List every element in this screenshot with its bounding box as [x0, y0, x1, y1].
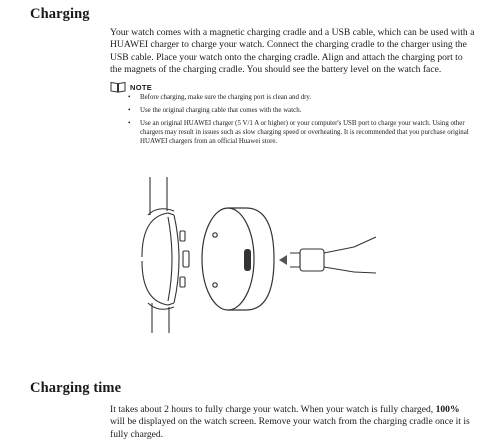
charging-time-heading: Charging time — [30, 380, 122, 396]
arrow-icon — [279, 255, 287, 265]
note-item: • Before charging, make sure the charging port is clean and dry. — [128, 93, 476, 102]
usb-cable — [290, 237, 376, 273]
note-header — [110, 80, 152, 94]
watch-drawing — [142, 177, 189, 333]
full-charge-percent: 100% — [435, 404, 460, 415]
note-title: NOTE — [130, 82, 153, 92]
note-item: • Use the original charging cable that comes with the watch. — [128, 106, 476, 115]
charging-paragraph: Your watch comes with a magnetic charging cradle and a USB cable, which can be used with a HUAWEI charger to charge your watch. Connect the charging cradle to the charger using the USB cable. Place your watch onto the charging cradle. Align and attach the charging port to the magnets of the charging cradle. You should see the battery level on the watch face. — [110, 27, 475, 76]
charging-time-paragraph — [110, 404, 476, 441]
charging-heading: Charging — [30, 6, 90, 22]
note-list — [128, 93, 476, 150]
book-icon — [110, 81, 126, 93]
charging-cradle — [202, 208, 274, 310]
charging-time-text-end: will be displayed on the watch screen. Remove your watch from the charging cradle once it is fully charged. — [110, 416, 470, 440]
charging-illustration — [140, 175, 380, 335]
charging-time-text: It takes about 2 hours to fully charge your watch. When your watch is fully charged, — [110, 404, 436, 415]
note-item: • Use an original HUAWEI charger (5 V/1 A or higher) or your computer's USB port to charge your watch. Using other chargers may result in issues such as slow charging speed or overheating. It is recommended that you purchase original HUAWEI chargers from an official Huawei store. — [128, 119, 476, 146]
